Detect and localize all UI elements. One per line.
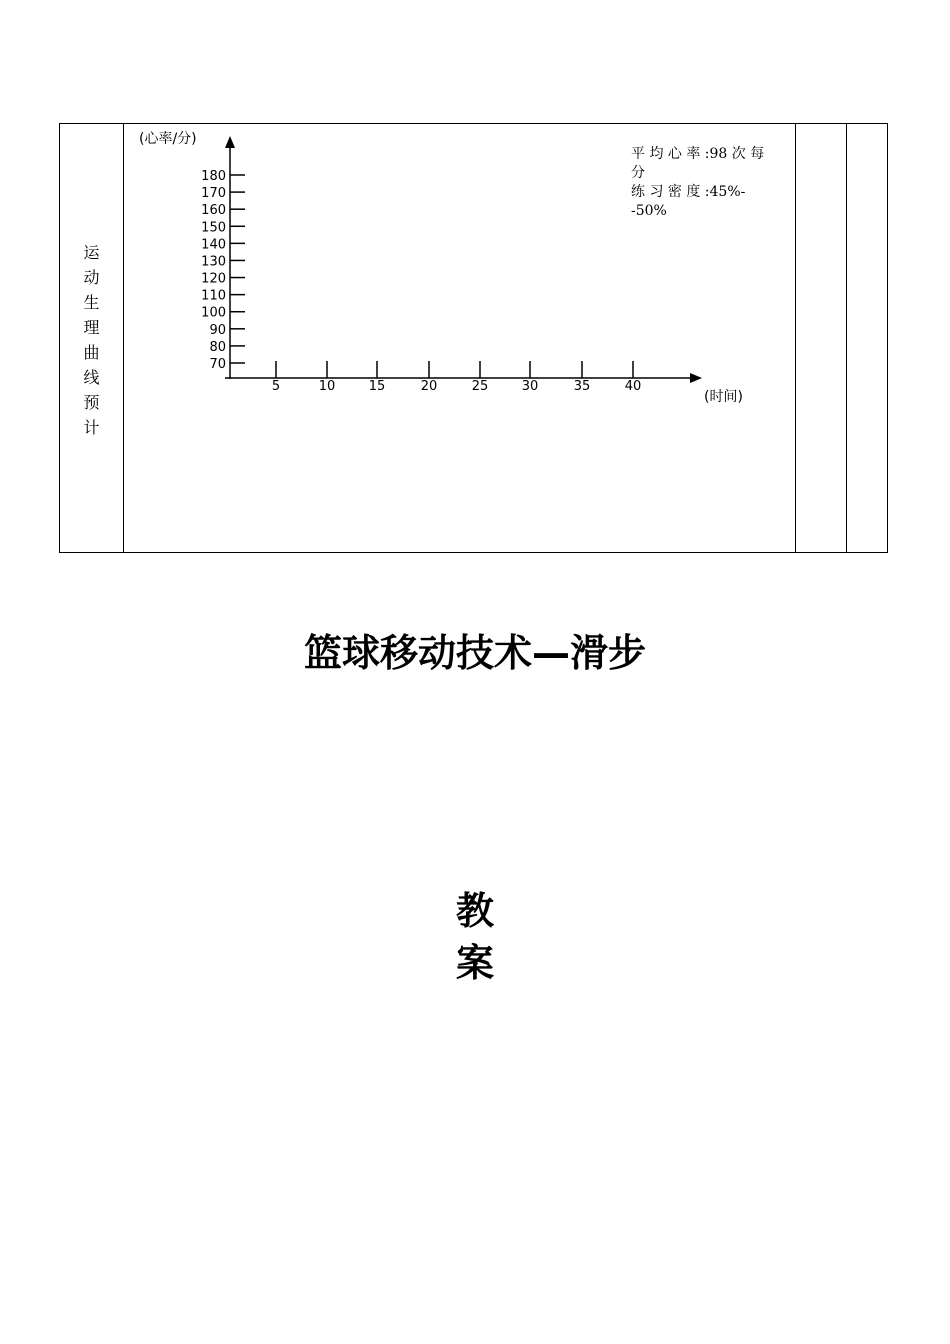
y-tick-label: 130 xyxy=(201,254,226,270)
row-label xyxy=(59,240,124,440)
x-tick-label: 5 xyxy=(271,379,281,394)
y-axis-label: (心率/分) xyxy=(139,131,197,147)
x-tick-label: 20 xyxy=(420,379,438,394)
x-axis-arrow-icon xyxy=(690,373,702,383)
row-label-char: 计 xyxy=(83,418,100,437)
y-tick-label: 120 xyxy=(201,271,226,287)
y-tick-label: 110 xyxy=(201,288,226,304)
y-tick-label: 160 xyxy=(201,203,226,219)
y-tick-label: 80 xyxy=(209,339,226,355)
row-label-char: 生 xyxy=(83,293,100,312)
x-axis-label: (时间) xyxy=(704,389,743,405)
y-tick-label: 100 xyxy=(201,305,226,321)
row-label-char: 动 xyxy=(83,268,100,287)
row-label-char: 运 xyxy=(83,243,100,262)
row-label-char: 预 xyxy=(83,393,100,412)
x-tick-label: 35 xyxy=(573,379,591,394)
y-tick-label: 70 xyxy=(209,357,226,372)
row-label-char: 曲 xyxy=(83,343,100,362)
x-tick-label: 15 xyxy=(368,379,386,394)
y-tick-label: 180 xyxy=(201,169,226,184)
y-tick-label: 140 xyxy=(201,237,226,253)
subtitle-char: 案 xyxy=(455,941,494,985)
x-tick-label: 10 xyxy=(318,379,336,394)
x-tick-label: 40 xyxy=(624,379,642,394)
y-axis-arrow-icon xyxy=(225,136,235,148)
y-tick-label: 170 xyxy=(201,186,226,202)
stats-box xyxy=(631,145,771,221)
x-tick-label: 25 xyxy=(471,379,489,394)
y-tick-label: 90 xyxy=(209,322,226,338)
practice-density: 练 习 密 度 :45%--50% xyxy=(631,184,746,219)
row-label-char: 理 xyxy=(83,318,100,337)
y-ticks xyxy=(201,169,245,372)
x-tick-label: 30 xyxy=(521,379,539,394)
page-title: 篮球移动技术—滑步 xyxy=(303,631,646,675)
y-tick-label: 150 xyxy=(201,220,226,236)
avg-heart-rate: 平 均 心 率 :98 次 每分 xyxy=(631,146,765,181)
subtitle-char: 教 xyxy=(455,889,494,933)
row-label-char: 线 xyxy=(83,368,100,387)
empty-cell xyxy=(847,124,888,553)
empty-cell xyxy=(796,124,847,553)
